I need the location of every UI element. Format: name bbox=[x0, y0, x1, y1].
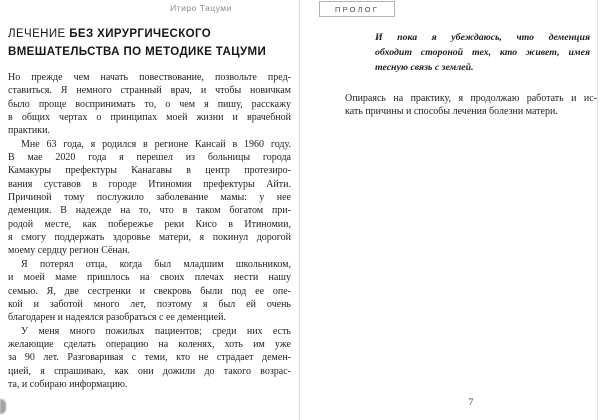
paragraph bbox=[345, 92, 597, 119]
text-line: благодарен и надеялся разобраться с ее деменцией. bbox=[8, 312, 226, 324]
body-text bbox=[8, 71, 291, 391]
text-line: кой и заботой много лет, поэтому я был ей очень bbox=[8, 298, 291, 310]
text-line: Но прежде чем начать повествование, позвольте пред- bbox=[8, 72, 291, 83]
chapter-title bbox=[8, 26, 294, 61]
text-line: Мне 63 года, я родился в регионе Кансай в 1960 году. bbox=[21, 138, 291, 150]
text-line: семью. Я, две сестренки и свекровь были под ее опе- bbox=[8, 285, 291, 297]
text-line: тесную связь с землей. bbox=[375, 62, 474, 73]
scan-ink-smudge bbox=[0, 399, 6, 414]
text-line: И пока я убеждаюсь, что деменция bbox=[375, 32, 590, 43]
page-right bbox=[300, 0, 600, 420]
text-line: практики. bbox=[8, 125, 50, 137]
chapter-title-light-segment: ЛЕЧЕНИЕ bbox=[8, 28, 70, 40]
text-line: цией, я спрашиваю, как они дожили до такого возрас- bbox=[8, 365, 291, 377]
text-line: за 90 лет. Разговаривая с теми, кто не страдает демен- bbox=[8, 352, 291, 364]
text-line: я смогу поддержать здоровье матери, я покинул дорогой bbox=[8, 232, 291, 244]
paragraph bbox=[8, 71, 291, 138]
text-line: Опираясь на практику, я продолжаю работать и ис- bbox=[345, 93, 597, 104]
paragraph bbox=[8, 258, 291, 325]
text-line: было проще воспринимать то, о чем я пишу, расскажу bbox=[8, 98, 291, 110]
text-line: вания суставов в городе Итиномия префектуры Айти. bbox=[8, 178, 291, 190]
running-header-prolog: ПРОЛОГ bbox=[319, 1, 395, 17]
text-line: в общих чертах о принципах моей жизни и врачебной bbox=[8, 112, 291, 124]
page-edge-line bbox=[597, 0, 598, 420]
chapter-title-line2: ВМЕШАТЕЛЬСТВА ПО МЕТОДИКЕ ТАЦУМИ bbox=[8, 45, 267, 58]
epigraph-quote bbox=[375, 30, 590, 75]
text-line: деменция. В надежде на то, что в таком богатом при- bbox=[8, 205, 291, 217]
page-number: 7 bbox=[468, 398, 474, 408]
text-line: В мае 2020 года я перешел из больницы города bbox=[8, 152, 291, 164]
text-line: Камакуры префектуры Канагавы в центр протезиро- bbox=[8, 165, 291, 177]
text-line: обходит стороной тех, кто живет, имея bbox=[375, 47, 590, 58]
text-line: та, и собираю информацию. bbox=[8, 378, 128, 390]
text-line: Я потерял отца, когда был младшим школьником, bbox=[21, 258, 291, 270]
running-header-author: Итиро Тацуми bbox=[170, 3, 232, 13]
text-line: Причиной тому послужило заболевание мамы: у нее bbox=[8, 192, 291, 204]
paragraph bbox=[8, 325, 291, 392]
text-line: желающие сделать операцию на коленях, хоть им уже bbox=[8, 338, 291, 350]
text-line: У меня много пожилых пациентов; среди них есть bbox=[21, 325, 291, 337]
page-gutter-divider bbox=[299, 0, 300, 420]
text-line: кать причины и способы лечения болезни матери. bbox=[345, 106, 558, 118]
chapter-title-line1 bbox=[8, 26, 294, 44]
text-line: родой месте, как побережье реки Кисо в Итиномии, bbox=[8, 218, 291, 230]
text-line: и моей маме пришлось на своих плечах нести нашу bbox=[8, 272, 291, 284]
paragraph bbox=[8, 138, 291, 258]
text-line: моему сердцу регион Сёнан. bbox=[8, 245, 131, 257]
text-line: ставиться. Я немного странный врач, и чтобы новичкам bbox=[8, 85, 291, 97]
chapter-title-bold-segment: БЕЗ ХИРУРГИЧЕСКОГО bbox=[69, 28, 212, 40]
